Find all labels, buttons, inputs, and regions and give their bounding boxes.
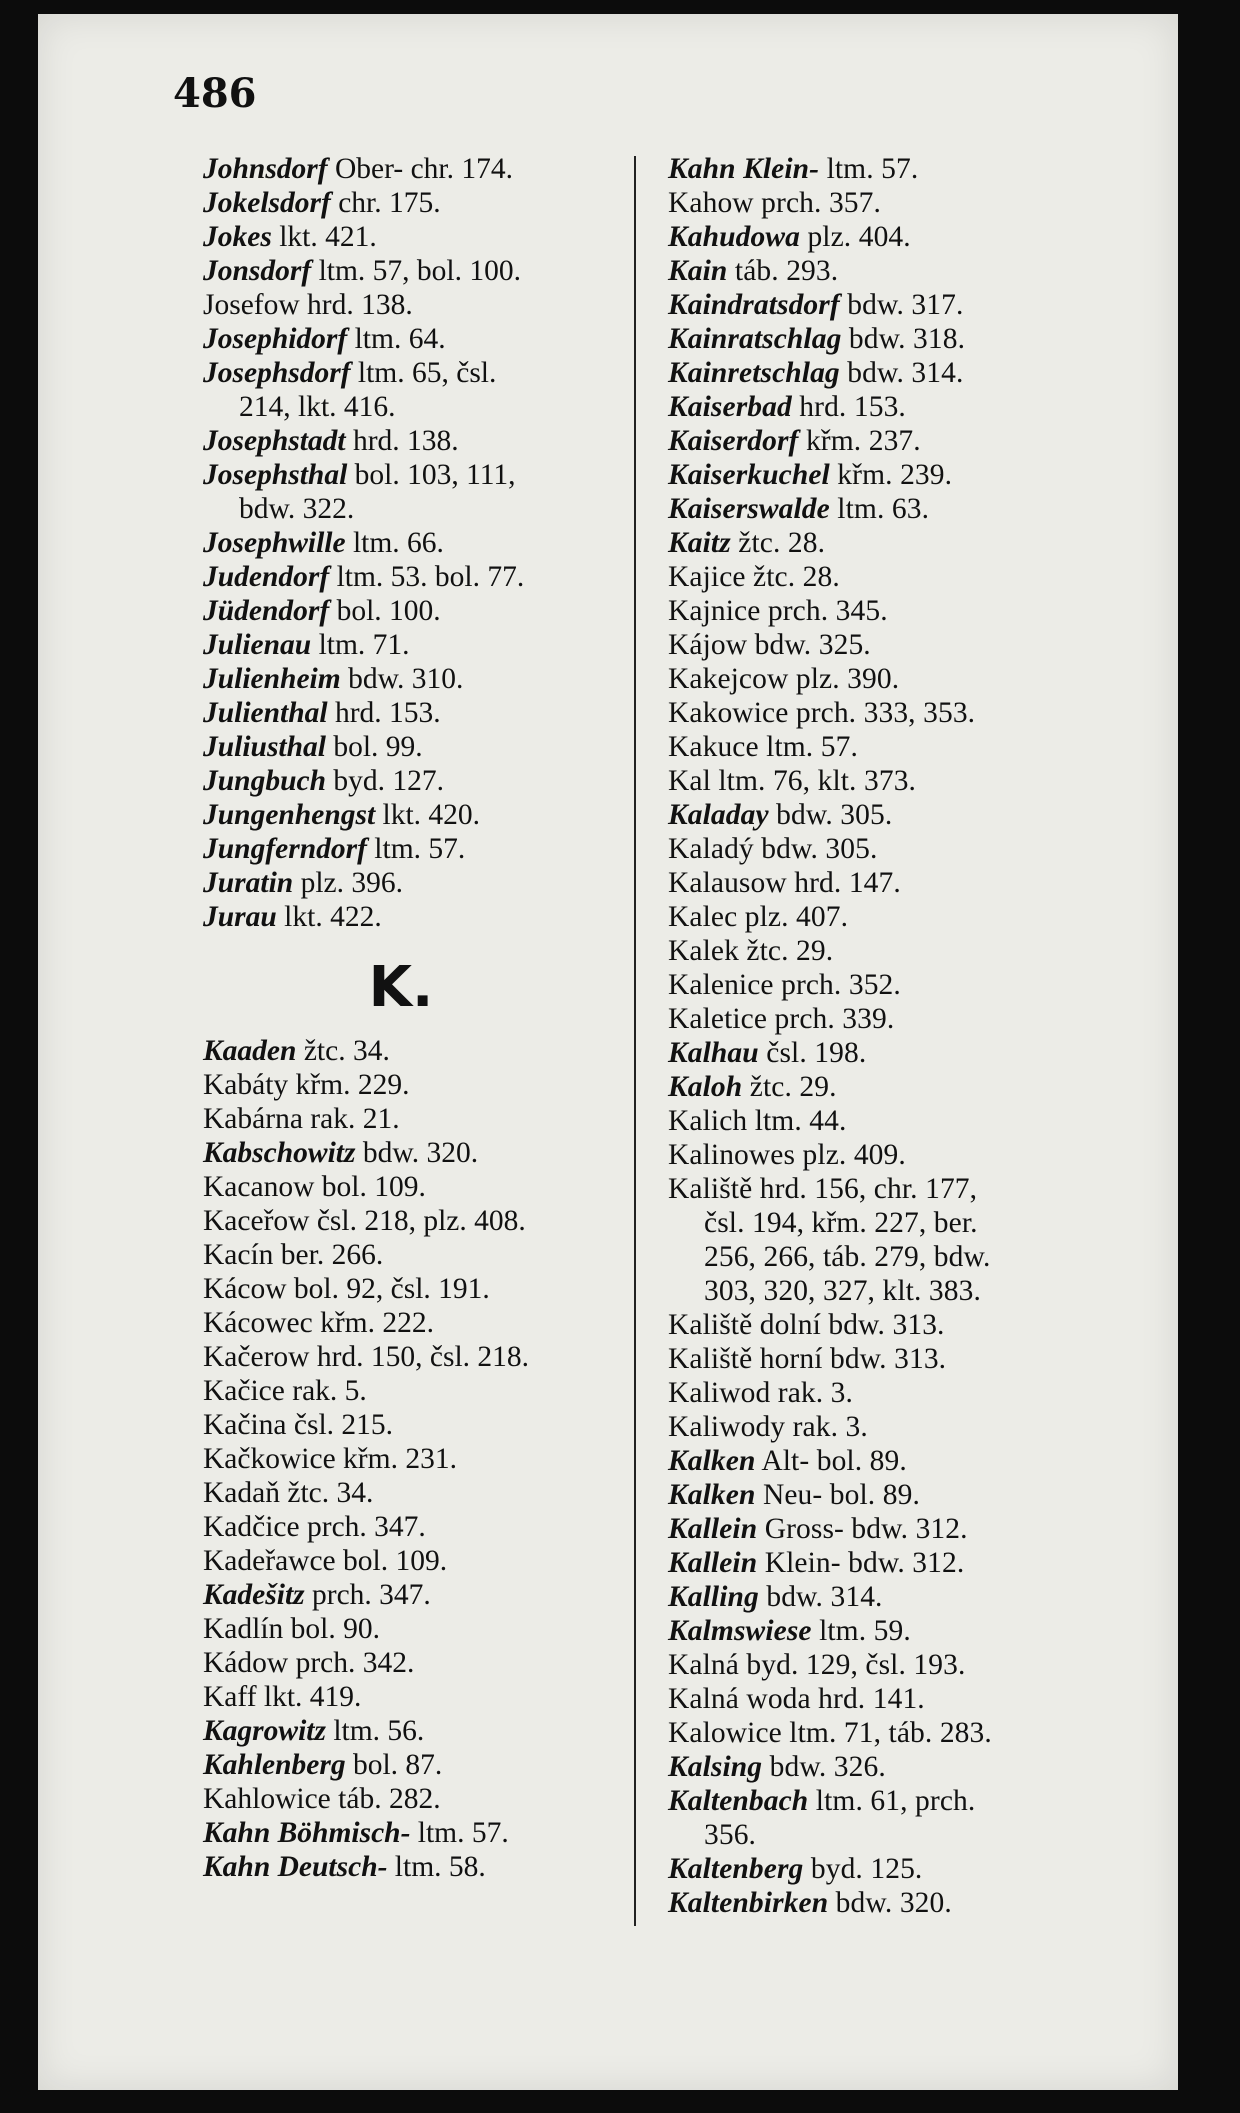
index-entry [668, 1852, 1108, 1886]
index-entry [668, 560, 1108, 594]
index-entry [203, 730, 623, 764]
book-page [38, 14, 1178, 2090]
entry-reference: bdw. 320. [355, 1137, 479, 1169]
entry-name: Kaltenbach [668, 1785, 809, 1817]
entry-name: Kaloh [668, 1071, 743, 1103]
index-entry [203, 288, 623, 322]
index-entry [203, 1272, 623, 1306]
entry-name: Kaindratsdorf [668, 289, 840, 321]
column-divider [634, 156, 636, 1926]
entry-reference: byd. 127. [325, 765, 444, 797]
index-entry [668, 832, 1108, 866]
index-entry [203, 1680, 623, 1714]
entry-reference: Kalinowes plz. 409. [668, 1139, 906, 1171]
index-entry [203, 1102, 623, 1136]
entry-reference: plz. 404. [799, 221, 911, 253]
entry-reference: ltm. 71. [311, 629, 410, 661]
entry-name: Kahn Klein- [668, 153, 820, 185]
entry-reference: Kahow prch. 357. [668, 187, 881, 219]
index-entry [203, 798, 623, 832]
index-entry [668, 798, 1108, 832]
entry-reference: Kaceřow čsl. 218, plz. 408. [203, 1205, 526, 1237]
entry-reference: Kačina čsl. 215. [203, 1409, 394, 1441]
entry-reference: žtc. 28. [730, 527, 826, 559]
entry-reference: čsl. 194, křm. 227, ber. [704, 1207, 978, 1239]
entry-reference: Kacín ber. 266. [203, 1239, 384, 1271]
index-entry [203, 1476, 623, 1510]
entry-reference: Kačice rak. 5. [203, 1375, 367, 1407]
index-entry [668, 1682, 1108, 1716]
entry-name: Kalhau [668, 1037, 759, 1069]
index-entry [203, 900, 623, 934]
entry-name: Kainretschlag [668, 357, 840, 389]
index-entry [668, 1308, 1108, 1342]
entry-name: Kaiserdorf [668, 425, 799, 457]
entry-name: Kabschowitz [203, 1137, 356, 1169]
entry-name: Jüdendorf [203, 595, 330, 627]
entry-name: Kaltenberg [668, 1853, 804, 1885]
entry-reference: ltm. 57, bol. 100. [311, 255, 521, 287]
entry-reference: bdw. 320. [828, 1887, 952, 1919]
entry-name: Kahlenberg [203, 1749, 346, 1781]
index-entry [668, 288, 1108, 322]
entry-name: Kaiserbad [668, 391, 792, 423]
entry-name: Kagrowitz [203, 1715, 326, 1747]
index-entry [203, 186, 623, 220]
index-entry [668, 1614, 1108, 1648]
entry-reference: Kal ltm. 76, klt. 373. [668, 765, 917, 797]
index-entry [203, 1544, 623, 1578]
entry-name: Judendorf [203, 561, 330, 593]
index-entry [203, 152, 623, 186]
entry-reference: křm. 239. [829, 459, 953, 491]
entry-reference: Kájow bdw. 325. [668, 629, 871, 661]
index-entry [668, 1784, 1108, 1818]
entry-name: Josephsdorf [203, 357, 351, 389]
index-entry [668, 628, 1108, 662]
index-entry [203, 1340, 623, 1374]
entry-name: Kalling [668, 1581, 759, 1613]
index-entry [668, 594, 1108, 628]
entry-reference: Kaliště horní bdw. 313. [668, 1343, 947, 1375]
index-entry [668, 1002, 1108, 1036]
index-entry [203, 1612, 623, 1646]
index-entry [668, 1342, 1108, 1376]
index-entry [668, 1410, 1108, 1444]
index-entry [203, 1510, 623, 1544]
index-entry-continuation [203, 492, 623, 526]
entry-name: Kahn Deutsch- [203, 1851, 388, 1883]
entry-name: Kain [668, 255, 728, 287]
index-entry [668, 764, 1108, 798]
index-entry [203, 1782, 623, 1816]
entry-name: Kalken [668, 1445, 756, 1477]
entry-name: Kallein [668, 1513, 758, 1545]
entry-reference: křm. 237. [798, 425, 921, 457]
index-entry [668, 1444, 1108, 1478]
entry-reference: ltm. 57. [819, 153, 919, 185]
entry-name: Kalken [668, 1479, 756, 1511]
entry-name: Josephstadt [203, 425, 346, 457]
index-entry [668, 424, 1108, 458]
entry-reference: bdw. 322. [239, 493, 355, 525]
entry-reference: 303, 320, 327, klt. 383. [704, 1275, 981, 1307]
index-entry [203, 1306, 623, 1340]
entry-reference: lkt. 421. [271, 221, 377, 253]
index-entry [668, 1886, 1108, 1920]
entry-reference: hrd. 138. [345, 425, 459, 457]
entry-reference: lkt. 420. [375, 799, 481, 831]
index-entry [203, 1068, 623, 1102]
entry-name: Kalsing [668, 1751, 763, 1783]
entry-name: Josephidorf [203, 323, 348, 355]
section-letter: K. [368, 955, 434, 1020]
index-entry [668, 1104, 1108, 1138]
index-entry [668, 900, 1108, 934]
entry-reference: Kacanow bol. 109. [203, 1171, 426, 1203]
entry-reference: byd. 125. [803, 1853, 923, 1885]
entry-reference: čsl. 198. [758, 1037, 867, 1069]
entry-name: Josephwille [203, 527, 346, 559]
entry-reference: bdw. 314. [839, 357, 964, 389]
entry-reference: Kakowice prch. 333, 353. [668, 697, 976, 729]
right-column [668, 152, 1108, 1920]
index-entry-continuation [668, 1240, 1108, 1274]
entry-reference: Kalná byd. 129, čsl. 193. [668, 1649, 966, 1681]
entry-reference: Ober- chr. 174. [327, 153, 513, 185]
entry-reference: ltm. 66. [345, 527, 444, 559]
index-entry [203, 866, 623, 900]
index-entry [203, 1136, 623, 1170]
entry-reference: Kádow prch. 342. [203, 1647, 415, 1679]
entry-name: Julienheim [203, 663, 341, 695]
entry-reference: bdw. 326. [762, 1751, 886, 1783]
index-entry [203, 1238, 623, 1272]
entry-reference: ltm. 63. [829, 493, 930, 525]
index-entry [203, 1442, 623, 1476]
entry-reference: prch. 347. [304, 1579, 431, 1611]
index-entry [668, 492, 1108, 526]
entry-reference: bdw. 305. [768, 799, 893, 831]
entry-reference: ltm. 56. [325, 1715, 425, 1747]
index-entry [203, 832, 623, 866]
entry-reference: Kačerow hrd. 150, čsl. 218. [203, 1341, 530, 1373]
entry-reference: Gross- bdw. 312. [757, 1513, 968, 1545]
entry-name: Kaladay [668, 799, 769, 831]
entry-reference: bol. 87. [345, 1749, 443, 1781]
index-entry [203, 628, 623, 662]
index-entry [668, 1138, 1108, 1172]
entry-name: Kainratschlag [668, 323, 842, 355]
index-entry [668, 1036, 1108, 1070]
left-column [203, 152, 623, 1884]
entry-reference: plz. 396. [293, 867, 403, 899]
index-entry [203, 1034, 623, 1068]
entry-name: Kaltenbirken [668, 1887, 829, 1919]
index-entry-continuation [668, 1274, 1108, 1308]
entry-reference: Kajice žtc. 28. [668, 561, 840, 593]
index-entry [668, 730, 1108, 764]
index-entry [203, 1374, 623, 1408]
index-entry [203, 1816, 623, 1850]
entry-reference: Alt- bol. 89. [755, 1445, 907, 1477]
entry-reference: Kaletice prch. 339. [668, 1003, 895, 1035]
entry-reference: Kácowec křm. 222. [203, 1307, 435, 1339]
entry-name: Jonsdorf [203, 255, 312, 287]
index-entry [203, 526, 623, 560]
entry-reference: ltm. 59. [811, 1615, 911, 1647]
entry-reference: Klein- bdw. 312. [757, 1547, 965, 1579]
index-entry [203, 458, 623, 492]
index-entry [668, 1376, 1108, 1410]
entry-reference: ltm. 61, prch. [808, 1785, 976, 1817]
entry-reference: ltm. 57. [366, 833, 466, 865]
index-entry [668, 1478, 1108, 1512]
entry-reference: Kaladý bdw. 305. [668, 833, 878, 865]
index-entry [668, 866, 1108, 900]
entry-name: Jokelsdorf [203, 187, 331, 219]
index-entry [203, 220, 623, 254]
entry-name: Jungbuch [203, 765, 326, 797]
entry-reference: Kaff lkt. 419. [203, 1681, 362, 1713]
entry-name: Johnsdorf [203, 153, 328, 185]
index-entry [668, 186, 1108, 220]
index-entry [668, 1750, 1108, 1784]
entry-name: Kaiserkuchel [668, 459, 830, 491]
index-entry [668, 968, 1108, 1002]
entry-reference: 356. [704, 1819, 757, 1851]
index-entry [668, 1716, 1108, 1750]
entry-reference: lkt. 422. [276, 901, 382, 933]
entry-reference: bdw. 318. [841, 323, 966, 355]
index-entry [668, 1648, 1108, 1682]
index-entry [203, 1578, 623, 1612]
entry-name: Kalmswiese [668, 1615, 812, 1647]
entry-reference: Kalenice prch. 352. [668, 969, 901, 1001]
index-entry [203, 594, 623, 628]
entry-reference: Kajnice prch. 345. [668, 595, 888, 627]
entry-name: Juliusthal [203, 731, 326, 763]
entry-reference: Kalich ltm. 44. [668, 1105, 847, 1137]
entry-reference: bol. 103, 111, [347, 459, 516, 491]
entry-reference: Kaliště dolní bdw. 313. [668, 1309, 945, 1341]
index-entry [668, 458, 1108, 492]
index-entry [203, 1170, 623, 1204]
entry-name: Kahn Böhmisch- [203, 1817, 411, 1849]
entry-reference: Kakejcow plz. 390. [668, 663, 900, 695]
index-entry [203, 424, 623, 458]
index-entry-continuation [668, 1206, 1108, 1240]
entry-name: Kadešitz [203, 1579, 305, 1611]
entry-name: Jungenhengst [203, 799, 376, 831]
page-number: 486 [173, 70, 257, 117]
entry-name: Jokes [203, 221, 272, 253]
entry-reference: táb. 293. [727, 255, 839, 287]
entry-reference: Kácow bol. 92, čsl. 191. [203, 1273, 490, 1305]
entry-reference: Kalná woda hrd. 141. [668, 1683, 925, 1715]
entry-name: Kallein [668, 1547, 758, 1579]
entry-reference: Kalec plz. 407. [668, 901, 849, 933]
entry-reference: bol. 99. [325, 731, 423, 763]
entry-reference: Kaliwod rak. 3. [668, 1377, 854, 1409]
index-entry [668, 356, 1108, 390]
entry-reference: 256, 266, táb. 279, bdw. [704, 1241, 991, 1273]
index-entry [203, 322, 623, 356]
entry-reference: Kalausow hrd. 147. [668, 867, 901, 899]
entry-reference: Kahlowice táb. 282. [203, 1783, 441, 1815]
index-entry [668, 1546, 1108, 1580]
entry-reference: bol. 100. [329, 595, 441, 627]
entry-reference: Kadeřawce bol. 109. [203, 1545, 448, 1577]
entry-reference: bdw. 317. [839, 289, 964, 321]
entry-name: Kaitz [668, 527, 731, 559]
index-entry [203, 696, 623, 730]
entry-reference: Kalek žtc. 29. [668, 935, 834, 967]
index-entry [203, 1714, 623, 1748]
index-entry [668, 152, 1108, 186]
entry-name: Juratin [203, 867, 294, 899]
index-entry [668, 526, 1108, 560]
entry-reference: Kakuce ltm. 57. [668, 731, 858, 763]
entry-name: Kahudowa [668, 221, 800, 253]
index-entry [668, 934, 1108, 968]
entry-reference: Kabáty křm. 229. [203, 1069, 410, 1101]
entry-name: Julienau [203, 629, 312, 661]
index-entry [668, 696, 1108, 730]
entry-reference: bdw. 310. [340, 663, 464, 695]
entry-name: Josephsthal [203, 459, 348, 491]
index-entry [668, 1580, 1108, 1614]
entry-reference: Kaliště hrd. 156, chr. 177, [668, 1173, 978, 1205]
index-entry [668, 322, 1108, 356]
index-entry [203, 1850, 623, 1884]
entry-reference: ltm. 57. [410, 1817, 509, 1849]
index-entry [668, 1172, 1108, 1206]
entry-name: Jurau [203, 901, 277, 933]
entry-reference: ltm. 65, čsl. [350, 357, 497, 389]
index-entry [203, 662, 623, 696]
entry-reference: ltm. 58. [387, 1851, 486, 1883]
entry-reference: žtc. 34. [296, 1035, 390, 1067]
entry-reference: Neu- bol. 89. [755, 1479, 920, 1511]
entry-name: Julienthal [203, 697, 328, 729]
index-entry-continuation [668, 1818, 1108, 1852]
index-entry [668, 662, 1108, 696]
index-entry [203, 1408, 623, 1442]
entry-name: Jungferndorf [203, 833, 367, 865]
entry-reference: hrd. 153. [791, 391, 906, 423]
index-entry [203, 1204, 623, 1238]
entry-reference: Kaliwody rak. 3. [668, 1411, 868, 1443]
entry-reference: chr. 175. [330, 187, 441, 219]
entry-reference: Kadaň žtc. 34. [203, 1477, 374, 1509]
entry-reference: ltm. 53. bol. 77. [329, 561, 525, 593]
entry-reference: hrd. 153. [327, 697, 441, 729]
entry-reference: Kabárna rak. 21. [203, 1103, 400, 1135]
index-entry [203, 764, 623, 798]
index-entry [203, 560, 623, 594]
entry-reference: ltm. 64. [347, 323, 446, 355]
entry-reference: Kalowice ltm. 71, táb. 283. [668, 1717, 992, 1749]
index-entry [668, 254, 1108, 288]
index-entry [668, 390, 1108, 424]
entry-name: Kaaden [203, 1035, 297, 1067]
index-entry [203, 356, 623, 390]
index-entry [203, 254, 623, 288]
entry-reference: Josefow hrd. 138. [203, 289, 413, 321]
index-entry [203, 1748, 623, 1782]
entry-reference: 214, lkt. 416. [239, 391, 396, 423]
entry-name: Kaiserswalde [668, 493, 830, 525]
entry-reference: Kadčice prch. 347. [203, 1511, 426, 1543]
entry-reference: žtc. 29. [742, 1071, 837, 1103]
index-entry [668, 1512, 1108, 1546]
index-entry-continuation [203, 390, 623, 424]
entry-reference: bdw. 314. [758, 1581, 883, 1613]
index-entry [668, 220, 1108, 254]
entry-reference: Kačkowice křm. 231. [203, 1443, 457, 1475]
entry-reference: Kadlín bol. 90. [203, 1613, 380, 1645]
index-entry [203, 1646, 623, 1680]
index-entry [668, 1070, 1108, 1104]
